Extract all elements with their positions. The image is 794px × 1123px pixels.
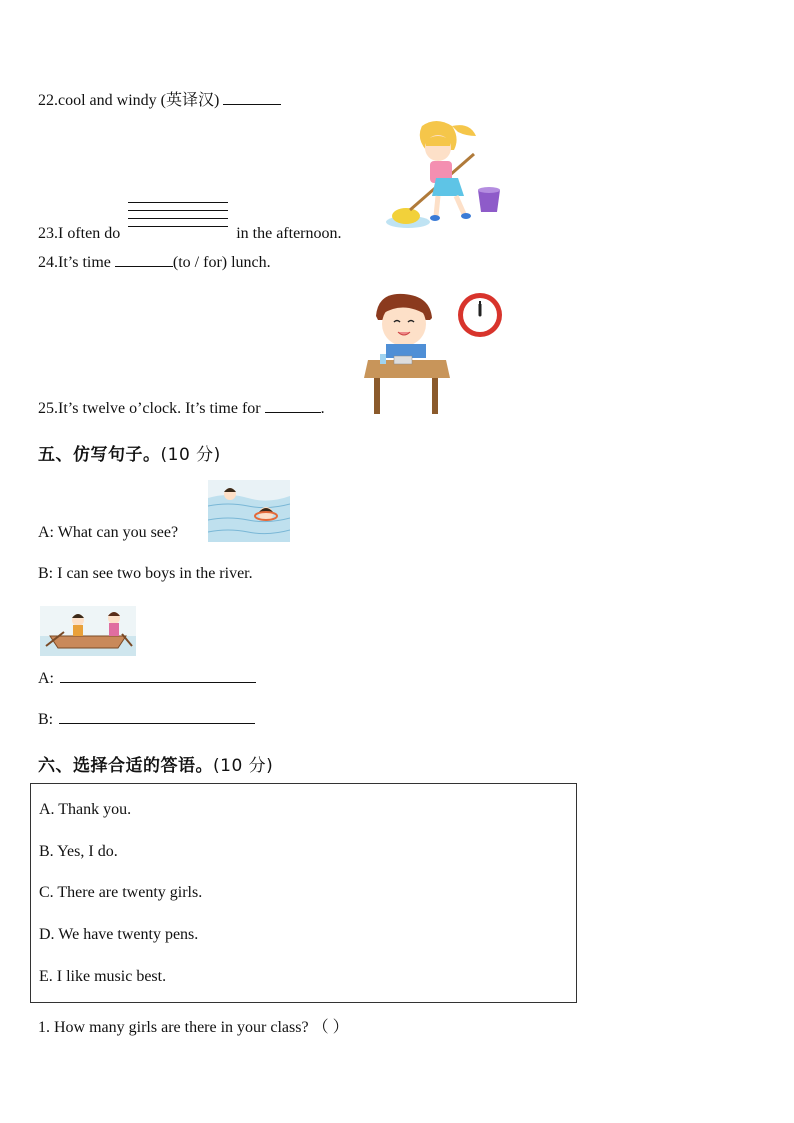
section-5-score: (10 分) <box>160 445 221 465</box>
option-d: D. We have twenty pens. <box>39 926 199 943</box>
answer-paren[interactable]: （ ） <box>312 1019 349 1036</box>
example-line-b <box>38 565 253 583</box>
section-6-title: 六、选择合适的答语。 <box>38 756 213 776</box>
answer-line-b <box>38 711 255 729</box>
question-23-after: in the afternoon. <box>232 225 342 242</box>
question-23-before: 23.I often do <box>38 225 125 242</box>
option-e: E. I like music best. <box>39 968 167 985</box>
section-5-heading <box>38 440 221 465</box>
option-a: A. Thank you. <box>39 801 132 818</box>
options-box <box>30 783 577 1003</box>
question-23 <box>38 218 342 243</box>
question-22-text: 22.cool and windy (英译汉) <box>38 92 224 109</box>
boy-lunch-illustration <box>364 290 506 418</box>
example-answer: B: I can see two boys in the river. <box>38 565 253 582</box>
question-24-after: (to / for) lunch. <box>172 254 271 271</box>
answer-label-a: A: <box>38 670 54 687</box>
section-6-heading <box>38 751 273 776</box>
answer-blank[interactable] <box>223 104 281 105</box>
section-5-title: 五、仿写句子。 <box>38 445 161 465</box>
answer-b-blank[interactable] <box>59 723 255 724</box>
question-22 <box>38 87 281 110</box>
section-6-score: (10 分) <box>213 756 274 776</box>
answer-a-blank[interactable] <box>60 682 256 683</box>
answer-line-a <box>38 670 256 688</box>
question-1 <box>38 1014 349 1037</box>
question-25-before: 25.It’s twelve o’clock. It’s time for <box>38 400 265 417</box>
option-c: C. There are twenty girls. <box>39 884 203 901</box>
option-b: B. Yes, I do. <box>39 843 118 860</box>
question-25-after: . <box>320 400 325 417</box>
question-25 <box>38 400 325 418</box>
swimming-boys-illustration <box>208 480 290 542</box>
example-line-a <box>38 524 178 542</box>
question-24-before: 24.It’s time <box>38 254 115 271</box>
answer-blank[interactable] <box>265 412 321 413</box>
children-boat-illustration <box>40 606 136 656</box>
answer-label-b: B: <box>38 711 54 728</box>
question-24 <box>38 254 271 272</box>
girl-mopping-illustration <box>378 118 506 233</box>
four-line-writing-blank[interactable] <box>128 218 228 240</box>
answer-blank[interactable] <box>115 266 173 267</box>
question-1-text: 1. How many girls are there in your class? <box>38 1019 309 1036</box>
example-question: A: What can you see? <box>38 524 179 541</box>
